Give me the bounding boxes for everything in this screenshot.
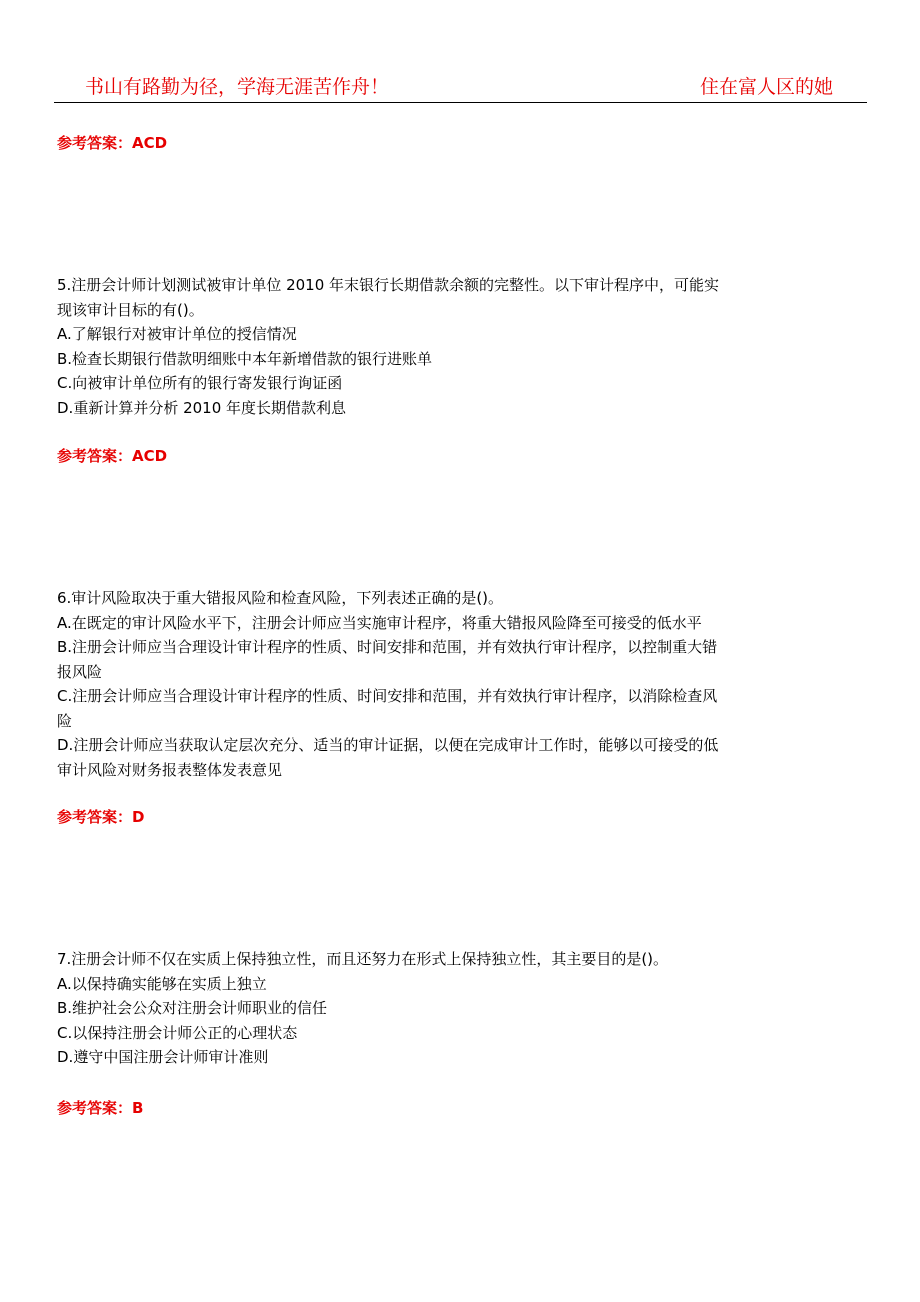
option-b: B.检查长期银行借款明细账中本年新增借款的银行进账单	[57, 349, 433, 368]
option-a: A.了解银行对被审计单位的授信情况	[57, 325, 297, 343]
option-b-continued: 报风险	[57, 662, 103, 681]
option-a: A.在既定的审计风险水平下，注册会计师应当实施审计程序，将重大错报风险降至可接受的低水平	[57, 613, 702, 632]
answer-label: 参考答案：	[57, 808, 133, 826]
answer-line	[57, 1097, 143, 1118]
question-5	[57, 273, 869, 420]
header-motto: 书山有路勤为径，学海无涯苦作舟！	[85, 76, 390, 98]
option-c: C.以保持注册会计师公正的心理状态	[57, 1023, 298, 1042]
question-6	[57, 586, 869, 782]
option-b: B.注册会计师应当合理设计审计程序的性质、时间安排和范围，并有效执行审计程序，以控制重大错	[57, 638, 718, 656]
question-stem: 7.注册会计师不仅在实质上保持独立性，而且还努力在形式上保持独立性，其主要目的是()。	[57, 950, 669, 968]
answer-line	[57, 132, 167, 153]
option-c-continued: 险	[57, 711, 73, 730]
question-stem: 现该审计目标的有()。	[57, 300, 204, 319]
question-stem: 5.注册会计师计划测试被审计单位 2010 年末银行长期借款余额的完整性。以下审计程序中，可能实	[57, 276, 720, 294]
option-c: C.向被审计单位所有的银行寄发银行询证函	[57, 374, 343, 392]
option-a: A.以保持确实能够在实质上独立	[57, 974, 267, 993]
answer-label: 参考答案：	[57, 134, 133, 152]
option-b: B.维护社会公众对注册会计师职业的信任	[57, 999, 328, 1017]
page-header	[54, 70, 867, 103]
header-author: 住在富人区的她	[699, 76, 833, 98]
answer-label: 参考答案：	[57, 1099, 133, 1117]
answer-value: ACD	[132, 134, 168, 152]
option-d: D.注册会计师应当获取认定层次充分、适当的审计证据，以便在完成审计工作时，能够以可接受的低	[57, 736, 719, 754]
answer-value: B	[132, 1099, 144, 1117]
question-7	[57, 947, 869, 1070]
answer-line	[57, 806, 144, 827]
answer-line	[57, 445, 167, 466]
answer-value: ACD	[132, 447, 168, 465]
option-c: C.注册会计师应当合理设计审计程序的性质、时间安排和范围，并有效执行审计程序，以消除检查风	[57, 687, 718, 705]
option-d: D.遵守中国注册会计师审计准则	[57, 1048, 269, 1066]
answer-label: 参考答案：	[57, 447, 133, 465]
question-stem: 6.审计风险取决于重大错报风险和检查风险，下列表述正确的是()。	[57, 589, 504, 607]
option-d-continued: 审计风险对财务报表整体发表意见	[57, 760, 283, 779]
answer-value: D	[132, 808, 145, 826]
option-d: D.重新计算并分析 2010 年度长期借款利息	[57, 398, 347, 417]
